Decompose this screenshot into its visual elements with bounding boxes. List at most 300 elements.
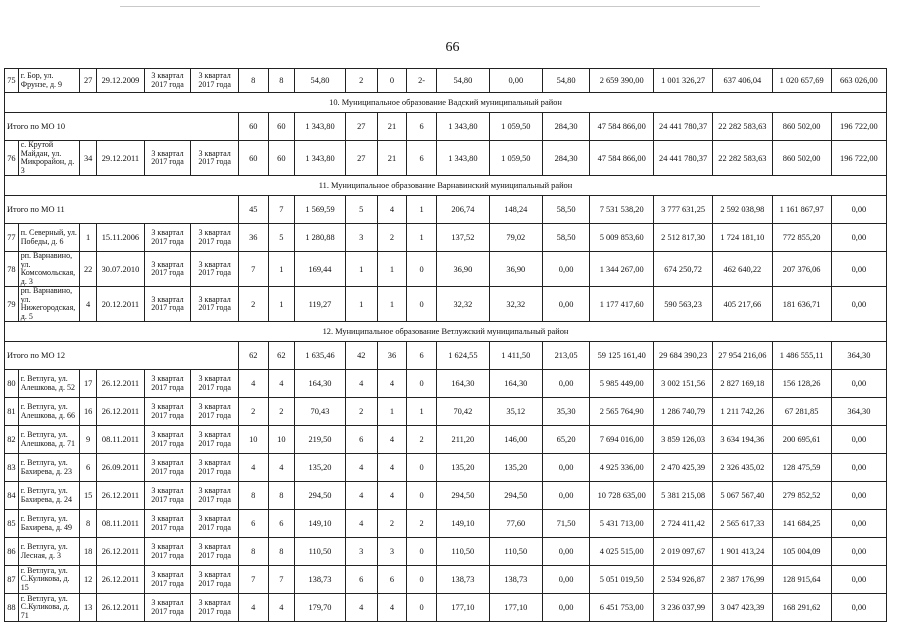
value-cell-c4: 4 [377,594,407,622]
value-cell-area: 70,43 [295,398,346,426]
quarter-start-cell: 3 квартал 2017 года [144,510,191,538]
address-cell: г. Ветлуга, ул. Алешкова, д. 66 [18,398,79,426]
total-cell-c3: 27 [345,113,377,141]
value-cell-c4: 4 [377,370,407,398]
address-cell: г. Ветлуга, ул. С.Куликова, д. 15 [18,566,79,594]
total-cell-f1: 24 441 780,37 [653,113,712,141]
value-cell-cost: 10 728 635,00 [590,482,654,510]
value-cell-c7: 77,60 [489,510,542,538]
value-cell-f1: 2 019 097,67 [653,538,712,566]
value-cell-cost: 5 431 713,00 [590,510,654,538]
value-cell-f4: 0,00 [831,510,886,538]
value-cell-c5: 0 [407,482,437,510]
address-cell: г. Ветлуга, ул. Бахирева, д. 49 [18,510,79,538]
value-cell-c1: 6 [238,510,268,538]
value-cell-f4: 0,00 [831,252,886,287]
total-cell-c7: 1 059,50 [489,113,542,141]
table-row [5,510,887,538]
quarter-start-cell: 3 квартал 2017 года [144,398,191,426]
section-title: 12. Муниципальное образование Ветлужский муниципальный район [5,322,887,342]
total-cell-c6: 1 343,80 [436,113,489,141]
date-cell: 20.12.2011 [97,287,145,322]
total-cell-cost: 7 531 538,20 [590,196,654,224]
value-cell-area: 1 343,80 [295,141,346,176]
total-cell-c2: 60 [268,113,294,141]
value-cell-c5: 0 [407,454,437,482]
value-cell-c7: 1 059,50 [489,141,542,176]
table-row [5,141,887,176]
value-cell-cost: 1 344 267,00 [590,252,654,287]
quarter-end-cell: 3 квартал 2017 года [191,566,239,594]
value-cell-c5: 0 [407,566,437,594]
value-cell-f3: 105 004,09 [772,538,831,566]
value-cell-cost: 4 025 515,00 [590,538,654,566]
value-cell-f1: 24 441 780,37 [653,141,712,176]
table-row [5,398,887,426]
total-row [5,113,887,141]
value-cell-c5: 1 [407,398,437,426]
total-row [5,342,887,370]
value-cell-c3: 1 [345,252,377,287]
total-cell-c3: 42 [345,342,377,370]
value-cell-c1: 2 [238,398,268,426]
total-cell-f3: 1 486 555,11 [772,342,831,370]
quarter-start-cell: 3 квартал 2017 года [144,454,191,482]
value-cell-cost: 5 985 449,00 [590,370,654,398]
total-cell-f1: 3 777 631,25 [653,196,712,224]
quarter-end-cell: 3 квартал 2017 года [191,426,239,454]
table-row [5,594,887,622]
total-cell-c7: 1 411,50 [489,342,542,370]
value-cell-c1: 4 [238,594,268,622]
value-cell-c8: 0,00 [542,482,590,510]
value-cell-c4: 0 [377,69,407,93]
value-cell-area: 54,80 [295,69,346,93]
total-cell-area: 1 343,80 [295,113,346,141]
row-number: 88 [5,594,19,622]
value-cell-c5: 0 [407,370,437,398]
value-cell-c6: 138,73 [436,566,489,594]
value-cell-c1: 8 [238,69,268,93]
value-cell-c7: 138,73 [489,566,542,594]
total-cell-f4: 0,00 [831,196,886,224]
total-cell-c8: 284,30 [542,113,590,141]
value-cell-area: 169,44 [295,252,346,287]
value-cell-c8: 0,00 [542,287,590,322]
year-cell: 12 [80,566,97,594]
section-title: 11. Муниципальное образование Варнавинский муниципальный район [5,176,887,196]
value-cell-f2: 5 067 567,40 [713,482,772,510]
total-cell-f2: 2 592 038,98 [713,196,772,224]
date-cell: 26.12.2011 [97,538,145,566]
quarter-start-cell: 3 квартал 2017 года [144,141,191,176]
quarter-start-cell: 3 квартал 2017 года [144,566,191,594]
value-cell-c3: 3 [345,538,377,566]
value-cell-c7: 0,00 [489,69,542,93]
address-cell: рп. Варнавино, ул. Нижегородская, д. 5 [18,287,79,322]
value-cell-c7: 35,12 [489,398,542,426]
value-cell-c6: 135,20 [436,454,489,482]
value-cell-c5: 2 [407,510,437,538]
row-number: 86 [5,538,19,566]
date-cell: 30.07.2010 [97,252,145,287]
section-header-row [5,176,887,196]
value-cell-c6: 70,42 [436,398,489,426]
quarter-start-cell: 3 квартал 2017 года [144,594,191,622]
value-cell-c6: 211,20 [436,426,489,454]
value-cell-f4: 196 722,00 [831,141,886,176]
date-cell: 26.12.2011 [97,482,145,510]
value-cell-c4: 4 [377,454,407,482]
quarter-start-cell: 3 квартал 2017 года [144,224,191,252]
quarter-end-cell: 3 квартал 2017 года [191,69,239,93]
date-cell: 08.11.2011 [97,426,145,454]
value-cell-area: 294,50 [295,482,346,510]
value-cell-f3: 181 636,71 [772,287,831,322]
value-cell-f3: 128 915,64 [772,566,831,594]
value-cell-f1: 2 470 425,39 [653,454,712,482]
value-cell-f2: 1 901 413,24 [713,538,772,566]
total-cell-f4: 196 722,00 [831,113,886,141]
value-cell-c8: 71,50 [542,510,590,538]
value-cell-area: 138,73 [295,566,346,594]
table-row [5,252,887,287]
value-cell-f4: 0,00 [831,224,886,252]
year-cell: 6 [80,454,97,482]
value-cell-c2: 8 [268,482,294,510]
value-cell-c2: 60 [268,141,294,176]
address-cell: г. Ветлуга, ул. Алешкова, д. 52 [18,370,79,398]
value-cell-cost: 1 177 417,60 [590,287,654,322]
value-cell-c3: 1 [345,287,377,322]
value-cell-c6: 1 343,80 [436,141,489,176]
value-cell-c5: 6 [407,141,437,176]
value-cell-c8: 35,30 [542,398,590,426]
value-cell-cost: 4 925 336,00 [590,454,654,482]
value-cell-c6: 110,50 [436,538,489,566]
total-cell-c4: 21 [377,113,407,141]
value-cell-f2: 2 326 435,02 [713,454,772,482]
value-cell-f2: 637 406,04 [713,69,772,93]
total-cell-f1: 29 684 390,23 [653,342,712,370]
value-cell-c3: 6 [345,426,377,454]
date-cell: 26.12.2011 [97,398,145,426]
value-cell-f1: 2 724 411,42 [653,510,712,538]
value-cell-c7: 32,32 [489,287,542,322]
date-cell: 29.12.2011 [97,141,145,176]
value-cell-f1: 590 563,23 [653,287,712,322]
value-cell-area: 219,50 [295,426,346,454]
page-number: 66 [445,40,460,55]
value-cell-c2: 4 [268,370,294,398]
section-header-row [5,93,887,113]
table-row [5,426,887,454]
value-cell-f3: 67 281,85 [772,398,831,426]
address-cell: г. Ветлуга, ул. С.Куликова, д. 71 [18,594,79,622]
value-cell-c8: 0,00 [542,566,590,594]
value-cell-c2: 8 [268,538,294,566]
value-cell-f3: 156 128,26 [772,370,831,398]
total-cell-cost: 47 584 866,00 [590,113,654,141]
value-cell-f1: 3 002 151,56 [653,370,712,398]
value-cell-c4: 4 [377,426,407,454]
row-number: 77 [5,224,19,252]
table-row [5,566,887,594]
value-cell-cost: 6 451 753,00 [590,594,654,622]
value-cell-c5: 0 [407,538,437,566]
value-cell-c1: 8 [238,538,268,566]
value-cell-c7: 294,50 [489,482,542,510]
value-cell-f4: 364,30 [831,398,886,426]
quarter-start-cell: 3 квартал 2017 года [144,482,191,510]
quarter-start-cell: 3 квартал 2017 года [144,287,191,322]
value-cell-c7: 177,10 [489,594,542,622]
total-cell-c1: 45 [238,196,268,224]
value-cell-c1: 4 [238,370,268,398]
value-cell-f3: 1 020 657,69 [772,69,831,93]
value-cell-c6: 32,32 [436,287,489,322]
total-cell-c6: 1 624,55 [436,342,489,370]
value-cell-c4: 4 [377,482,407,510]
total-cell-c4: 4 [377,196,407,224]
value-cell-c5: 0 [407,252,437,287]
value-cell-f2: 462 640,22 [713,252,772,287]
total-row [5,196,887,224]
value-cell-c1: 10 [238,426,268,454]
value-cell-f2: 3 634 194,36 [713,426,772,454]
value-cell-f4: 0,00 [831,287,886,322]
total-cell-c7: 148,24 [489,196,542,224]
total-cell-c1: 62 [238,342,268,370]
value-cell-f4: 0,00 [831,566,886,594]
value-cell-f1: 3 236 037,99 [653,594,712,622]
value-cell-f3: 860 502,00 [772,141,831,176]
value-cell-c2: 2 [268,398,294,426]
value-cell-c2: 5 [268,224,294,252]
value-cell-c1: 2 [238,287,268,322]
year-cell: 27 [80,69,97,93]
value-cell-area: 149,10 [295,510,346,538]
total-cell-area: 1 569,59 [295,196,346,224]
section-header-row [5,322,887,342]
date-cell: 26.12.2011 [97,566,145,594]
row-number: 75 [5,69,19,93]
year-cell: 13 [80,594,97,622]
year-cell: 1 [80,224,97,252]
row-number: 82 [5,426,19,454]
value-cell-f4: 0,00 [831,454,886,482]
value-cell-c3: 4 [345,594,377,622]
total-label: Итого по МО 11 [5,196,239,224]
value-cell-c6: 36,90 [436,252,489,287]
total-cell-c5: 6 [407,113,437,141]
value-cell-c5: 0 [407,594,437,622]
date-cell: 08.11.2011 [97,510,145,538]
value-cell-f1: 1 001 326,27 [653,69,712,93]
total-cell-c2: 62 [268,342,294,370]
value-cell-f3: 207 376,06 [772,252,831,287]
value-cell-c7: 36,90 [489,252,542,287]
year-cell: 16 [80,398,97,426]
total-cell-c2: 7 [268,196,294,224]
date-cell: 29.12.2009 [97,69,145,93]
table-row [5,287,887,322]
quarter-end-cell: 3 квартал 2017 года [191,454,239,482]
total-cell-f3: 860 502,00 [772,113,831,141]
value-cell-c8: 0,00 [542,252,590,287]
value-cell-cost: 5 051 019,50 [590,566,654,594]
row-number: 78 [5,252,19,287]
quarter-start-cell: 3 квартал 2017 года [144,426,191,454]
value-cell-c1: 4 [238,454,268,482]
value-cell-area: 179,70 [295,594,346,622]
value-cell-f3: 279 852,52 [772,482,831,510]
address-cell: рп. Варнавино, ул. Комсомольская, д. 3 [18,252,79,287]
value-cell-f3: 141 684,25 [772,510,831,538]
value-cell-c5: 2- [407,69,437,93]
value-cell-area: 135,20 [295,454,346,482]
total-cell-f4: 364,30 [831,342,886,370]
year-cell: 9 [80,426,97,454]
quarter-end-cell: 3 квартал 2017 года [191,141,239,176]
date-cell: 15.11.2006 [97,224,145,252]
value-cell-area: 119,27 [295,287,346,322]
value-cell-c2: 4 [268,594,294,622]
value-cell-c6: 149,10 [436,510,489,538]
value-cell-c2: 4 [268,454,294,482]
value-cell-f3: 128 475,59 [772,454,831,482]
value-cell-c8: 0,00 [542,370,590,398]
address-cell: г. Ветлуга, ул. Бахирева, д. 24 [18,482,79,510]
value-cell-c1: 7 [238,566,268,594]
row-number: 79 [5,287,19,322]
value-cell-f2: 3 047 423,39 [713,594,772,622]
value-cell-f1: 1 286 740,79 [653,398,712,426]
quarter-end-cell: 3 квартал 2017 года [191,538,239,566]
total-label: Итого по МО 10 [5,113,239,141]
value-cell-c2: 1 [268,252,294,287]
total-cell-c4: 36 [377,342,407,370]
row-number: 81 [5,398,19,426]
value-cell-c4: 21 [377,141,407,176]
value-cell-f2: 1 724 181,10 [713,224,772,252]
quarter-end-cell: 3 квартал 2017 года [191,510,239,538]
total-cell-c5: 1 [407,196,437,224]
year-cell: 15 [80,482,97,510]
value-cell-f2: 1 211 742,26 [713,398,772,426]
total-cell-f3: 1 161 867,97 [772,196,831,224]
year-cell: 34 [80,141,97,176]
value-cell-area: 1 280,88 [295,224,346,252]
table-row [5,370,887,398]
value-cell-c4: 6 [377,566,407,594]
quarter-end-cell: 3 квартал 2017 года [191,252,239,287]
value-cell-f3: 200 695,61 [772,426,831,454]
value-cell-c4: 1 [377,398,407,426]
value-cell-f2: 2 387 176,99 [713,566,772,594]
value-cell-c6: 294,50 [436,482,489,510]
value-cell-c8: 0,00 [542,538,590,566]
year-cell: 8 [80,510,97,538]
value-cell-c3: 2 [345,398,377,426]
value-cell-area: 110,50 [295,538,346,566]
address-cell: с. Крутой Майдан, ул. Микрорайон, д. 3 [18,141,79,176]
year-cell: 22 [80,252,97,287]
value-cell-c3: 4 [345,454,377,482]
value-cell-c4: 1 [377,287,407,322]
date-cell: 26.12.2011 [97,370,145,398]
quarter-end-cell: 3 квартал 2017 года [191,398,239,426]
value-cell-f2: 405 217,66 [713,287,772,322]
total-cell-cost: 59 125 161,40 [590,342,654,370]
value-cell-f2: 2 827 169,18 [713,370,772,398]
date-cell: 26.12.2011 [97,594,145,622]
value-cell-c7: 146,00 [489,426,542,454]
value-cell-c4: 3 [377,538,407,566]
value-cell-cost: 2 659 390,00 [590,69,654,93]
value-cell-cost: 47 584 866,00 [590,141,654,176]
value-cell-c2: 1 [268,287,294,322]
value-cell-f4: 0,00 [831,538,886,566]
value-cell-c2: 6 [268,510,294,538]
value-cell-c7: 110,50 [489,538,542,566]
value-cell-c3: 27 [345,141,377,176]
date-cell: 26.09.2011 [97,454,145,482]
value-cell-f4: 0,00 [831,594,886,622]
value-cell-f4: 663 026,00 [831,69,886,93]
value-cell-c3: 3 [345,224,377,252]
value-cell-c8: 0,00 [542,454,590,482]
value-cell-cost: 5 009 853,60 [590,224,654,252]
total-cell-area: 1 635,46 [295,342,346,370]
value-cell-c6: 177,10 [436,594,489,622]
value-cell-f4: 0,00 [831,370,886,398]
value-cell-c7: 135,20 [489,454,542,482]
value-cell-c2: 7 [268,566,294,594]
total-cell-f2: 27 954 216,06 [713,342,772,370]
address-cell: г. Ветлуга, ул. Лесная, д. 3 [18,538,79,566]
row-number: 76 [5,141,19,176]
quarter-end-cell: 3 квартал 2017 года [191,224,239,252]
value-cell-c5: 2 [407,426,437,454]
value-cell-c6: 164,30 [436,370,489,398]
quarter-start-cell: 3 квартал 2017 года [144,69,191,93]
value-cell-cost: 7 694 016,00 [590,426,654,454]
value-cell-c1: 60 [238,141,268,176]
scan-artifact-line [120,6,760,7]
section-title: 10. Муниципальное образование Вадский муниципальный район [5,93,887,113]
value-cell-c6: 137,52 [436,224,489,252]
value-cell-f1: 5 381 215,08 [653,482,712,510]
table-row [5,482,887,510]
value-cell-c8: 65,20 [542,426,590,454]
address-cell: г. Бор, ул. Фрунзе, д. 9 [18,69,79,93]
value-cell-f1: 3 859 126,03 [653,426,712,454]
quarter-end-cell: 3 квартал 2017 года [191,594,239,622]
value-cell-c3: 2 [345,69,377,93]
quarter-start-cell: 3 квартал 2017 года [144,252,191,287]
value-cell-c4: 2 [377,510,407,538]
quarter-end-cell: 3 квартал 2017 года [191,287,239,322]
value-cell-f3: 168 291,62 [772,594,831,622]
total-cell-f2: 22 282 583,63 [713,113,772,141]
value-cell-c3: 6 [345,566,377,594]
year-cell: 17 [80,370,97,398]
row-number: 83 [5,454,19,482]
quarter-start-cell: 3 квартал 2017 года [144,370,191,398]
value-cell-c8: 284,30 [542,141,590,176]
row-number: 87 [5,566,19,594]
